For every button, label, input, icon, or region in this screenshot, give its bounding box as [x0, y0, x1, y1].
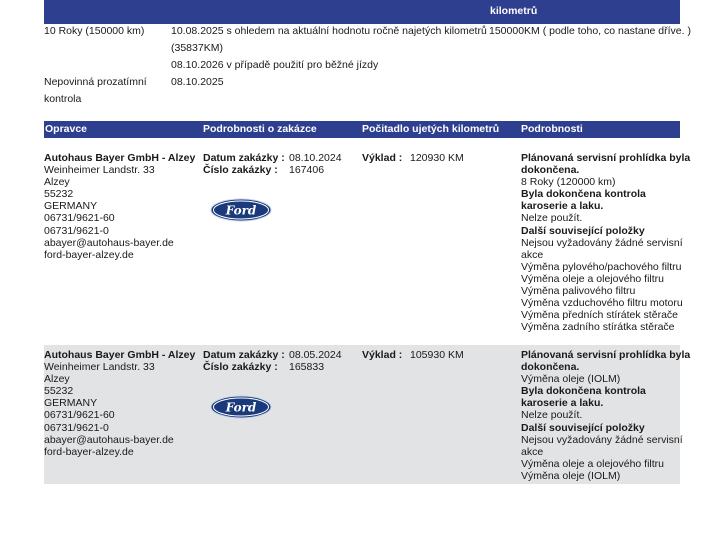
mileage-value: 120930 KM [410, 152, 464, 164]
service-detail-line: Výměna oleje (IOLM) [521, 373, 621, 386]
service-detail-line: Výměna oleje (IOLM) [521, 469, 621, 482]
next-service-interval: 10 Roky (150000 km) [44, 25, 145, 37]
service-detail-line: Další související položky [521, 224, 645, 237]
service-detail-line: Výměna pylového/pachového filtru [521, 260, 682, 273]
order-number-label: Číslo zakázky : [203, 164, 278, 177]
service-detail-line: Byla dokončena kontrola [521, 385, 646, 398]
svg-text:Ford: Ford [225, 203, 257, 218]
service-detail-line: Další související položky [521, 421, 645, 434]
service-details [521, 152, 691, 334]
order-date-value: 08.10.2024 [289, 152, 342, 164]
service-detail-line: Byla dokončena kontrola [521, 188, 646, 201]
mileage-date-text: 150000KM ( podle toho, co nastane dříve. ) [489, 25, 691, 37]
service-detail-line: Nejsou vyžadovány žádné servisní [521, 433, 683, 446]
mileage-value: 105930 KM [410, 349, 464, 361]
interim-inspection-label: Nepovinná prozatímní kontrola [44, 76, 147, 105]
repair-row [44, 148, 691, 340]
dealer-email: abayer@autohaus-bayer.de [44, 433, 174, 446]
service-detail-line: Plánovaná servisní prohlídka byla [521, 349, 691, 361]
service-detail-line: Nejsou vyžadovány žádné servisní [521, 236, 683, 249]
dealer-website: ford-bayer-alzey.de [44, 248, 134, 261]
order-details [203, 152, 358, 176]
dealer-street: Weinheimer Landstr. 33 [44, 164, 155, 177]
mileage-label: Výklad : [362, 349, 403, 361]
dealer-phone-2: 06731/9621-0 [44, 421, 109, 434]
dealer-street: Weinheimer Landstr. 33 [44, 361, 155, 374]
interim-inspection-date: 08.10.2025 [171, 76, 224, 88]
service-detail-line: Nelze použít. [521, 212, 583, 225]
service-detail-line: Výměna předních stírátek stěrače [521, 309, 678, 322]
planned-date-text: 10.08.2025 s ohledem na aktuální hodnotu ročně najetých kilometrů (35837KM) 08.10.2026 v případě použití pro běžné jízdy [171, 25, 487, 71]
header-order-details: Podrobnosti o zakázce [203, 123, 317, 135]
mileage-label: Výklad : [362, 152, 403, 164]
ford-logo-icon [210, 198, 272, 222]
dealer-phone-2: 06731/9621-0 [44, 224, 109, 237]
service-detail-line: Výměna vzduchového filtru motoru [521, 297, 683, 310]
service-detail-line: Výměna zadního stírátka stěrače [521, 321, 675, 334]
service-detail-line: dokončena. [521, 164, 580, 177]
order-number-value: 167406 [289, 164, 325, 177]
dealer-country: GERMANY [44, 200, 98, 213]
order-number-label: Číslo zakázky : [203, 361, 278, 374]
header-details: Podrobnosti [521, 123, 583, 135]
dealer-email: abayer@autohaus-bayer.de [44, 236, 174, 249]
service-detail-line: akce [521, 445, 544, 458]
dealer-info [44, 152, 199, 261]
service-detail-line: 8 Roky (120000 km) [521, 176, 616, 189]
dealer-website: ford-bayer-alzey.de [44, 445, 134, 458]
odometer-info [362, 152, 517, 164]
repairs-table-header [44, 121, 680, 138]
dealer-info [44, 349, 199, 458]
service-detail-line: dokončena. [521, 361, 580, 374]
order-number-value: 165833 [289, 361, 325, 374]
dealer-city: Alzey [44, 176, 70, 189]
service-details [521, 349, 691, 482]
odometer-info [362, 349, 517, 361]
svg-text:Ford: Ford [225, 400, 257, 415]
dealer-country: GERMANY [44, 397, 98, 410]
service-detail-line: akce [521, 248, 544, 261]
order-date-label: Datum zakázky : [203, 152, 285, 164]
dealer-name: Autohaus Bayer GmbH - Alzey [44, 152, 196, 164]
service-detail-line: Výměna palivového filtru [521, 285, 636, 298]
dealer-zip: 55232 [44, 188, 74, 201]
ford-logo-icon [210, 395, 272, 419]
dealer-name: Autohaus Bayer GmbH - Alzey [44, 349, 196, 361]
header-odometer: Počitadlo ujetých kilometrů [362, 123, 500, 135]
service-detail-line: Výměna oleje a olejového filtru [521, 457, 665, 470]
dealer-zip: 55232 [44, 385, 74, 398]
header-or-mileage-date: kilometrů [490, 5, 538, 17]
service-detail-line: Plánovaná servisní prohlídka byla [521, 152, 691, 164]
service-detail-line: karoserie a laku. [521, 200, 604, 213]
dealer-phone-1: 06731/9621-60 [44, 409, 115, 422]
order-details [203, 349, 358, 373]
service-detail-line: Výměna oleje a olejového filtru [521, 272, 665, 285]
order-date-value: 08.05.2024 [289, 349, 342, 361]
next-service-table-header [44, 0, 680, 24]
dealer-city: Alzey [44, 373, 70, 386]
repair-row [44, 345, 691, 484]
header-repairer: Opravce [45, 123, 88, 135]
service-detail-line: Nelze použít. [521, 409, 583, 422]
dealer-phone-1: 06731/9621-60 [44, 212, 115, 225]
service-detail-line: karoserie a laku. [521, 397, 604, 410]
order-date-label: Datum zakázky : [203, 349, 285, 361]
